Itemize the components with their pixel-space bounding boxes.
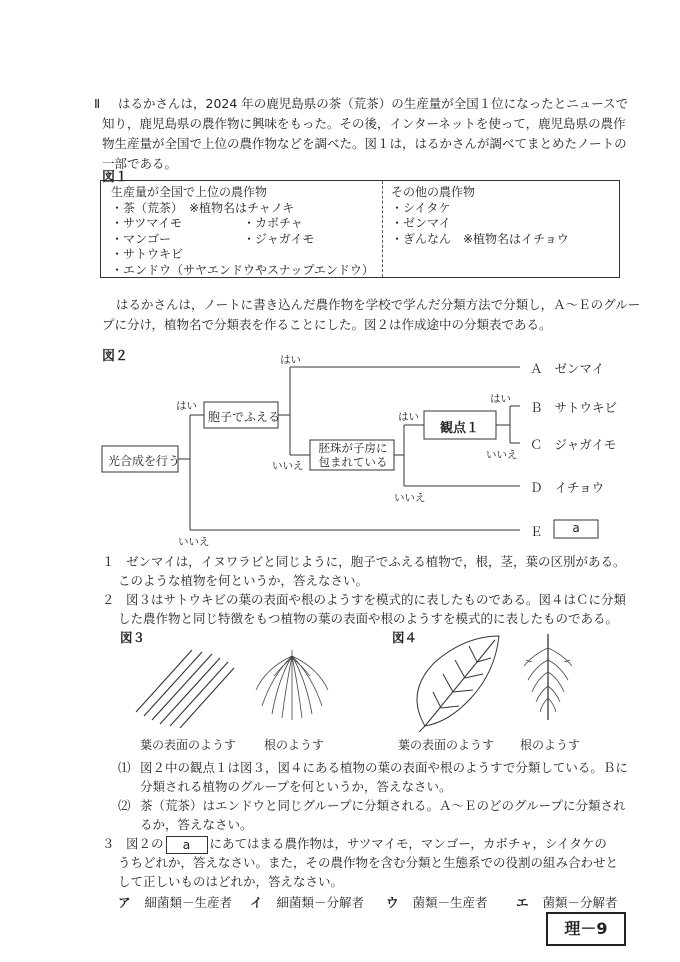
leaf-d: Ｄ イチョウ xyxy=(530,480,605,495)
q3-post: にあてはまる農作物は，サツマイモ，マンゴー，カボチャ，シイタケの xyxy=(209,836,607,851)
page-number-label: 理－9 xyxy=(546,912,626,946)
node1-label: 胞子でふえる xyxy=(208,410,281,424)
net-vein-leaf-icon xyxy=(405,632,505,732)
fig1-item: ・カボチャ xyxy=(243,216,303,230)
intro-line-3: 物生産量が全国で上位の農作物などを調べた。図１は，はるかさんが調べてまとめたノートの xyxy=(102,136,627,151)
mid-line-1: はるかさんは，ノートに書き込んだ農作物を学校で学んだ分類方法で分類し，Ａ～Ｅのグルー xyxy=(116,297,641,312)
no-label: いいえ xyxy=(486,449,518,461)
q2-2-line-1: 茶（荒茶）はエンドウと同じグループに分類される。Ａ～Ｅのどのグループに分類され xyxy=(140,798,626,813)
fibrous-root-icon xyxy=(252,646,332,722)
fig3-caption-root: 根のようす xyxy=(264,738,325,752)
fig1-item: ・エンドウ（サヤエンドウやスナップエンドウ） xyxy=(111,262,374,277)
fig1-right-title: その他の農作物 xyxy=(391,185,476,199)
q3-line-2: うちどれか，答えなさい。また，その農作物を含む分類と生態系での役割の組み合わせと xyxy=(118,855,619,870)
fig1-label: 図１ xyxy=(102,170,129,185)
q3-option-i: イ 細菌類－分解者 xyxy=(250,895,365,910)
q2-line-2: した農作物と同じ特徴をもつ植物の葉の表面や根のようすを模式的に表したものである。 xyxy=(118,611,619,626)
root-label: 光合成を行う xyxy=(108,454,181,468)
node2-label-line2: 包まれている xyxy=(318,455,388,469)
node2-label-line1: 胚珠が子房に xyxy=(318,441,388,455)
mid-line-2: プに分け，植物名で分類表を作ることにした。図２は作成途中の分類表である。 xyxy=(102,317,552,332)
fig1-item: ・マンゴー xyxy=(111,231,172,246)
fig1-item: ・サトウキビ xyxy=(111,247,184,261)
intro-line-1: はるかさんは，2024 年の鹿児島県の茶（荒茶）の生産量が全国１位になったとニュースで xyxy=(118,96,629,111)
fig4-label: 図４ xyxy=(392,630,418,645)
q2-1-line-1: 図２中の観点１は図３，図４にある植物の葉の表面や根のようすで分類している。Ｂに xyxy=(140,760,628,775)
intro-line-2: 知り，鹿児島県の農作物に興味をもった。その後，インターネットを使って，鹿児島県の農作 xyxy=(102,116,626,131)
q2-num: ２ xyxy=(102,592,115,607)
fig3-label: 図３ xyxy=(120,630,146,645)
q3-line-1 xyxy=(126,834,607,854)
parallel-vein-leaf-icon xyxy=(130,648,240,728)
q2-2-line-2: るか，答えなさい。 xyxy=(140,817,253,832)
no-label: いいえ xyxy=(394,492,426,504)
fig1-item: ・ぎんなん ※植物名はイチョウ xyxy=(391,231,569,246)
fig4-caption-leaf: 葉の表面のようす xyxy=(398,738,495,752)
no-label: いいえ xyxy=(178,536,210,548)
taproot-icon xyxy=(518,632,578,724)
leaf-e: Ｅ xyxy=(530,524,543,539)
q3-line-3: して正しいものはどれか，答えなさい。 xyxy=(118,874,344,889)
leaf-c: Ｃ ジャガイモ xyxy=(530,437,617,452)
node2-label xyxy=(316,441,390,469)
fig3-caption-leaf: 葉の表面のようす xyxy=(140,738,237,752)
fig1-item: ・ゼンマイ xyxy=(391,216,451,230)
fig1-item: ・シイタケ xyxy=(391,200,451,215)
yes-label: はい xyxy=(490,393,511,405)
q3-option-a: ア 細菌類－生産者 xyxy=(118,895,233,910)
node3-label: 観点１ xyxy=(440,421,480,436)
q2-line-1: 図３はサトウキビの葉の表面や根のようすを模式的に表したものである。図４はＣに分類 xyxy=(126,592,627,607)
fig1-left-title: 生産量が全国で上位の農作物 xyxy=(111,185,268,199)
fig1-item: ・サツマイモ xyxy=(111,216,183,230)
yes-label: はい xyxy=(176,400,197,412)
fig1-item: ・ジャガイモ xyxy=(243,231,315,246)
q3-option-u: ウ 菌類－生産者 xyxy=(386,895,488,910)
q3-num: ３ xyxy=(102,836,115,851)
leaf-b: Ｂ サトウキビ xyxy=(530,400,618,415)
intro-mark: Ⅱ xyxy=(94,96,101,111)
q1-line-1: ゼンマイは，イヌワラビと同じように，胞子でふえる植物で，根，茎，葉の区別がある。 xyxy=(126,554,626,569)
yes-label: はい xyxy=(280,354,301,366)
q2-1-line-2: 分類される植物のグループを何というか，答えなさい。 xyxy=(140,779,452,794)
fig2-label: 図２ xyxy=(102,349,129,364)
no-label: いいえ xyxy=(272,460,304,472)
q1-line-2: このような植物を何というか，答えなさい。 xyxy=(118,573,369,588)
q3-answer-box-a: a xyxy=(166,836,208,854)
q1-num: １ xyxy=(102,554,115,569)
fig4-caption-root: 根のようす xyxy=(520,738,581,752)
leaf-e-box-text: a xyxy=(572,521,580,535)
leaf-a: Ａ ゼンマイ xyxy=(530,361,605,376)
q3-option-e: エ 菌類－分解者 xyxy=(516,895,618,910)
q3-pre: 図２の xyxy=(126,836,164,851)
yes-label: はい xyxy=(398,411,419,423)
q2-1-num: ⑴ xyxy=(118,760,131,775)
intro-line-4: 一部である。 xyxy=(102,156,178,171)
fig1-item: ・茶（荒茶） ※植物名はチャノキ xyxy=(111,200,295,215)
q2-2-num: ⑵ xyxy=(118,798,131,813)
